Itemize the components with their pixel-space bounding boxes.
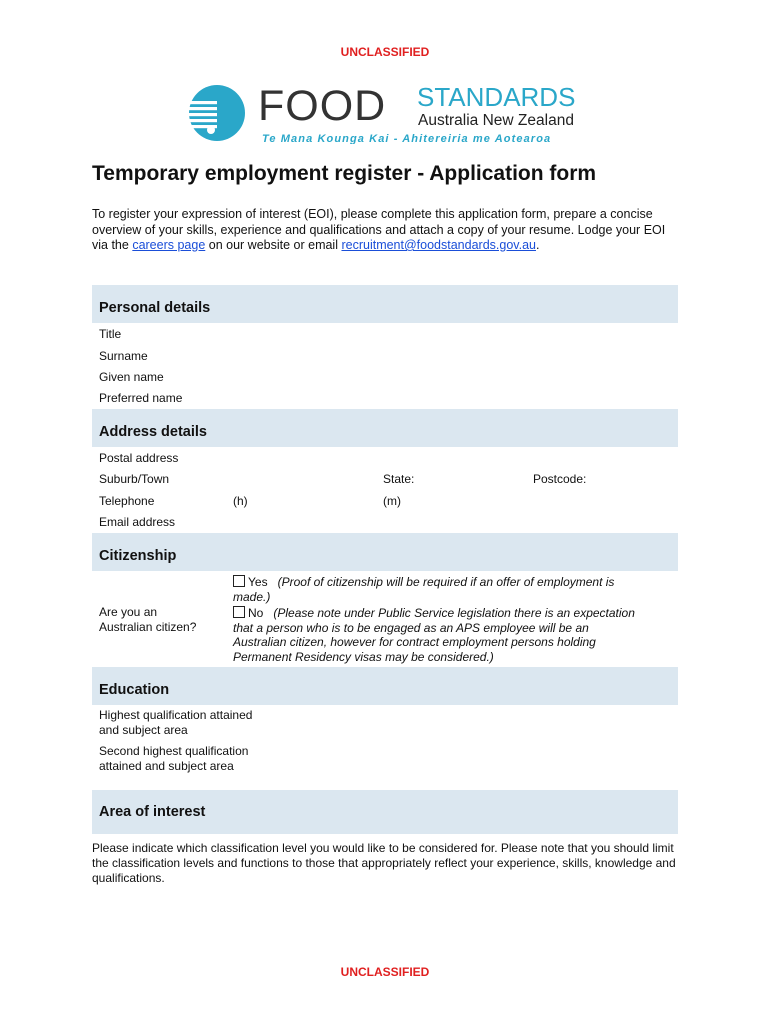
no-checkbox[interactable] — [233, 606, 245, 618]
address-details-header: Address details — [92, 409, 678, 447]
logo-emblem-icon — [188, 85, 245, 141]
education-header: Education — [92, 667, 678, 705]
fsanz-logo — [188, 84, 588, 144]
footer-classification: UNCLASSIFIED — [340, 965, 430, 979]
citizenship-header: Citizenship — [92, 533, 678, 571]
citizen-no-option: No (Please note under Public Service legislation there is an expectation that a person who is to be engaged as an APS employee will be an Australian citizen, however for contract employment persons holding Permanent Residency visas may be considered.) — [233, 606, 635, 664]
logo-word-standards: STANDARDS — [417, 84, 576, 112]
postcode-label: Postcode: — [533, 472, 587, 486]
second-qualification-label: Second highest qualification attained and subject area — [99, 744, 249, 773]
area-of-interest-note: Please indicate which classification level you would like to be considered for. Please note that you should limit the classification levels and functions to those that appropriately reflect your experience, skills, knowledge and qualifications. — [92, 841, 676, 885]
intro-paragraph: To register your expression of interest (EOI), please complete this application form, prepare a concise overview of your skills, experience and qualifications and attach a copy of your resume. Lodge your EOI via the careers page on our website or email recruitment@foodstandards.gov.au. — [92, 207, 666, 252]
citizen-question: Are you an Australian citizen? — [99, 605, 197, 634]
suburb-town-label: Suburb/Town — [99, 472, 170, 486]
given-name-label: Given name — [99, 370, 164, 384]
area-of-interest-header: Area of interest — [92, 790, 678, 834]
logo-subtitle: Australia New Zealand — [418, 112, 574, 129]
preferred-name-label: Preferred name — [99, 391, 183, 405]
title-label: Title — [99, 327, 122, 341]
personal-details-header: Personal details — [92, 285, 678, 323]
postal-address-label: Postal address — [99, 451, 179, 465]
citizen-yes-option: Yes (Proof of citizenship will be required if an offer of employment is made.) — [233, 575, 615, 604]
logo-maori-text: Te Mana Kounga Kai - Ahitereiria me Aotearoa — [262, 133, 552, 144]
surname-label: Surname — [99, 349, 148, 363]
state-label: State: — [383, 472, 415, 486]
telephone-label: Telephone — [99, 494, 155, 508]
page-title: Temporary employment register - Application form — [92, 162, 597, 185]
mobile-phone-label: (m) — [383, 494, 401, 508]
recruitment-email-link[interactable]: recruitment@foodstandards.gov.au — [341, 238, 536, 252]
home-phone-label: (h) — [233, 494, 248, 508]
logo-word-food: FOOD — [258, 84, 387, 130]
yes-checkbox[interactable] — [233, 575, 245, 587]
email-address-label: Email address — [99, 515, 176, 529]
header-classification: UNCLASSIFIED — [340, 45, 430, 59]
highest-qualification-label: Highest qualification attained and subject area — [99, 708, 253, 737]
careers-page-link[interactable]: careers page — [132, 238, 206, 252]
